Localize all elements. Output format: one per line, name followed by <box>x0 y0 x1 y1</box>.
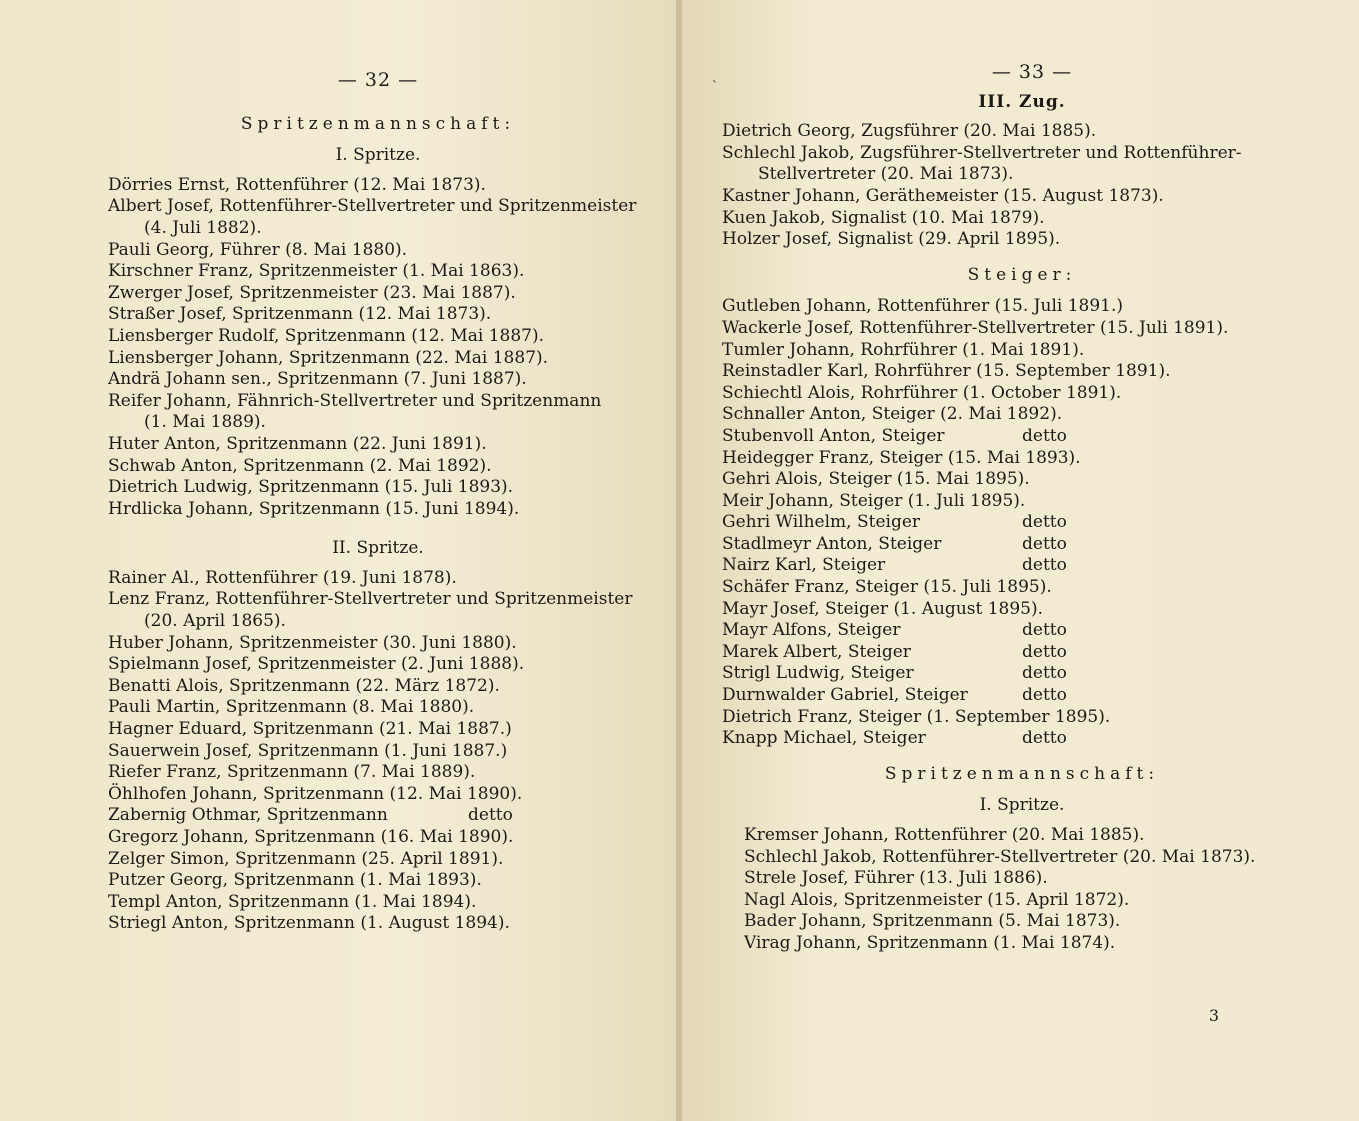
entry-text: Hrdlicka Johann, Spritzenmann (15. Juni 1894). <box>108 498 520 519</box>
list-item <box>722 534 1322 556</box>
list-item <box>108 499 648 521</box>
entry-text: Dörries Ernst, Rottenführer (12. Mai 1873). <box>108 174 486 195</box>
entry-text: Stadlmeyr Anton, Steiger <box>722 533 942 554</box>
entry-text: Straßer Josef, Spritzenmann (12. Mai 1873). <box>108 304 492 325</box>
subsection-title: I. Spritze. <box>335 145 421 166</box>
entry-text: Tumler Johann, Rohrführer (1. Mai 1891). <box>722 339 1085 360</box>
entry-text: Gehri Alois, Steiger (15. Mai 1895). <box>722 469 1030 490</box>
list-item <box>108 913 648 935</box>
entry-text: Stubenvoll Anton, Steiger <box>722 425 945 446</box>
list-item: Kuen Jakob, Signalist (10. Mai 1879). <box>722 207 1045 228</box>
list-item <box>722 642 1322 664</box>
list-item <box>108 196 648 218</box>
page-33-content <box>722 62 1322 955</box>
detto-mark: detto <box>1022 555 1067 576</box>
list-item <box>722 707 1322 729</box>
entry-text: Dietrich Franz, Steiger (1. September 1895). <box>722 706 1111 727</box>
entry-text: Reinstadler Karl, Rohrführer (15. September 1891). <box>722 361 1171 382</box>
list-item <box>108 589 648 611</box>
list-item: Nagl Alois, Spritzenmeister (15. April 1872). <box>744 889 1130 910</box>
list-item <box>722 599 1322 621</box>
entry-text: Schnaller Anton, Steiger (2. Mai 1892). <box>722 404 1063 425</box>
list-item <box>108 283 648 305</box>
entry-text: Lenz Franz, Rottenführer-Stellvertreter und Spritzenmeister <box>108 589 633 610</box>
list-item <box>108 175 648 197</box>
list-item <box>108 633 648 655</box>
list-item <box>108 369 648 391</box>
entry-text: Huter Anton, Spritzenmann (22. Juni 1891). <box>108 433 487 454</box>
detto-mark: detto <box>1022 641 1067 662</box>
signature-mark: 3 <box>1208 1006 1219 1025</box>
entry-text: Templ Anton, Spritzenmann (1. Mai 1894). <box>108 891 477 912</box>
subsection-title: I. Spritze. <box>979 795 1065 816</box>
list-item <box>722 361 1322 383</box>
entry-text: Sauerwein Josef, Spritzenmann (1. Juni 1887.) <box>108 740 508 761</box>
list-item <box>108 456 648 478</box>
list-item <box>722 383 1322 405</box>
list-item <box>108 870 648 892</box>
list-item <box>722 404 1322 426</box>
entry-text: Zabernig Othmar, Spritzenmann <box>108 805 388 826</box>
entry-text: Huber Johann, Spritzenmeister (30. Juni 1880). <box>108 632 517 653</box>
roster-list <box>722 825 1322 955</box>
list-item <box>108 568 648 590</box>
list-item: Kremser Johann, Rottenführer (20. Mai 1885). <box>744 825 1145 845</box>
detto-mark: detto <box>1022 533 1067 554</box>
list-item <box>722 685 1322 707</box>
section-heading: Steiger: <box>967 264 1077 285</box>
list-item <box>108 261 648 283</box>
entry-text: Kirschner Franz, Spritzenmeister (1. Mai 1863). <box>108 261 525 282</box>
entry-continuation: (20. April 1865). <box>144 611 286 632</box>
page-33 <box>682 0 1359 1121</box>
detto-mark: detto <box>1022 620 1067 641</box>
entry-text: Reifer Johann, Fähnrich-Stellvertreter und Spritzenmann <box>108 390 602 411</box>
list-item <box>108 741 648 763</box>
list-item: Strele Josef, Führer (13. Juli 1886). <box>744 868 1048 889</box>
entry-text: Liensberger Johann, Spritzenmann (22. Mai 1887). <box>108 347 549 368</box>
page-number: — 32 — <box>337 69 419 91</box>
entry-text: Strigl Ludwig, Steiger <box>722 663 914 684</box>
list-item <box>108 849 648 871</box>
page-32-content <box>108 70 648 935</box>
entry-continuation: (1. Mai 1889). <box>144 412 266 433</box>
list-item <box>108 719 648 741</box>
detto-mark: detto <box>468 805 513 826</box>
entry-text: Gregorz Johann, Spritzenmann (16. Mai 1890). <box>108 827 514 847</box>
list-item <box>108 654 648 676</box>
entry-text: Pauli Georg, Führer (8. Mai 1880). <box>108 239 408 260</box>
list-item <box>722 426 1322 448</box>
entry-text: Knapp Michael, Steiger <box>722 728 926 749</box>
detto-mark: detto <box>1022 728 1067 749</box>
list-item: Virag Johann, Spritzenmann (1. Mai 1874). <box>744 932 1116 953</box>
entry-text: Hagner Eduard, Spritzenmann (21. Mai 1887.) <box>108 719 512 740</box>
list-item <box>722 469 1322 491</box>
entry-text: Mayr Josef, Steiger (1. August 1895). <box>722 598 1044 619</box>
list-item: Kastner Johann, Gerätheмeister (15. August 1873). <box>722 185 1164 206</box>
entry-text: Gehri Wilhelm, Steiger <box>722 512 921 533</box>
entry-continuation: (4. Juli 1882). <box>144 217 262 238</box>
page-32 <box>0 0 678 1121</box>
entry-text: Schiechtl Alois, Rohrführer (1. October 1891). <box>722 382 1122 403</box>
entry-text: Wackerle Josef, Rottenführer-Stellvertreter (15. Juli 1891). <box>722 317 1229 338</box>
list-item <box>108 676 648 698</box>
list-item <box>108 892 648 914</box>
page-number: — 33 — <box>991 61 1073 83</box>
list-item <box>722 296 1322 318</box>
entry-text: Albert Josef, Rottenführer-Stellvertreter und Spritzenmeister <box>108 196 637 217</box>
list-item <box>108 697 648 719</box>
entry-text: Pauli Martin, Spritzenmann (8. Mai 1880). <box>108 697 475 718</box>
section-heading: Spritzenmannschaft: <box>884 763 1160 784</box>
list-item <box>108 434 648 456</box>
list-item <box>722 448 1322 470</box>
list-item <box>108 762 648 784</box>
entry-text: Zelger Simon, Spritzenmann (25. April 1891). <box>108 848 504 869</box>
detto-mark: detto <box>1022 425 1067 446</box>
list-item <box>722 491 1322 513</box>
list-item <box>722 318 1322 340</box>
entry-text: Putzer Georg, Spritzenmann (1. Mai 1893). <box>108 870 482 891</box>
entry-text: Zwerger Josef, Spritzenmeister (23. Mai 1887). <box>108 282 516 303</box>
entry-text: Gutleben Johann, Rottenführer (15. Juli 1891.) <box>722 296 1124 317</box>
list-item <box>108 391 648 413</box>
entry-text: Durnwalder Gabriel, Steiger <box>722 685 968 706</box>
entry-text: Liensberger Rudolf, Spritzenmann (12. Mai 1887). <box>108 325 544 346</box>
list-item <box>108 805 648 827</box>
entry-text: Öhlhofen Johann, Spritzenmann (12. Mai 1890). <box>108 783 523 804</box>
detto-mark: detto <box>1022 512 1067 533</box>
list-item <box>108 784 648 806</box>
roster-list <box>722 296 1322 749</box>
list-item <box>108 827 648 849</box>
list-item <box>722 728 1322 750</box>
subsection-title: II. Spritze. <box>332 538 424 559</box>
entry-text: Nairz Karl, Steiger <box>722 555 886 576</box>
roster-list <box>108 175 648 521</box>
list-item <box>722 340 1322 362</box>
margin-tick: ˴ <box>712 72 717 88</box>
roster-list <box>722 121 1322 251</box>
list-item <box>722 663 1322 685</box>
section-heading: Spritzenmannschaft: <box>240 113 516 134</box>
entry-text: Andrä Johann sen., Spritzenmann (7. Juni 1887). <box>108 369 527 390</box>
list-item <box>722 555 1322 577</box>
list-item: Holzer Josef, Signalist (29. April 1895). <box>722 229 1061 250</box>
detto-mark: detto <box>1022 685 1067 706</box>
list-item: Stellvertreter (20. Mai 1873). <box>758 164 1014 185</box>
roster-list <box>108 568 648 935</box>
entry-text: Schwab Anton, Spritzenmann (2. Mai 1892). <box>108 455 492 476</box>
list-item <box>722 577 1322 599</box>
list-item: Schlechl Jakob, Zugsführer-Stellvertreter und Rottenführer- <box>722 142 1242 163</box>
list-item: Schlechl Jakob, Rottenführer-Stellvertreter (20. Mai 1873). <box>744 846 1256 867</box>
list-item: Dietrich Georg, Zugsführer (20. Mai 1885). <box>722 121 1097 142</box>
entry-text: Meir Johann, Steiger (1. Juli 1895). <box>722 490 1026 511</box>
entry-text: Striegl Anton, Spritzenmann (1. August 1894). <box>108 913 510 934</box>
list-item: Bader Johann, Spritzenmann (5. Mai 1873). <box>744 911 1121 932</box>
entry-text: Benatti Alois, Spritzenmann (22. März 1872). <box>108 675 500 696</box>
list-item <box>108 326 648 348</box>
list-item <box>108 304 648 326</box>
entry-text: Schäfer Franz, Steiger (15. Juli 1895). <box>722 577 1052 598</box>
entry-text: Spielmann Josef, Spritzenmeister (2. Juni 1888). <box>108 654 525 675</box>
detto-mark: detto <box>1022 663 1067 684</box>
list-item <box>108 240 648 262</box>
entry-text: Riefer Franz, Spritzenmann (7. Mai 1889). <box>108 762 476 783</box>
section-heading: III. Zug. <box>978 91 1066 112</box>
entry-text: Marek Albert, Steiger <box>722 641 911 662</box>
entry-text: Mayr Alfons, Steiger <box>722 620 901 641</box>
list-item <box>722 620 1322 642</box>
entry-text: Rainer Al., Rottenführer (19. Juni 1878). <box>108 567 457 588</box>
entry-text: Heidegger Franz, Steiger (15. Mai 1893). <box>722 447 1081 468</box>
entry-text: Dietrich Ludwig, Spritzenmann (15. Juli 1893). <box>108 477 514 498</box>
list-item <box>108 477 648 499</box>
list-item <box>722 512 1322 534</box>
list-item <box>108 348 648 370</box>
